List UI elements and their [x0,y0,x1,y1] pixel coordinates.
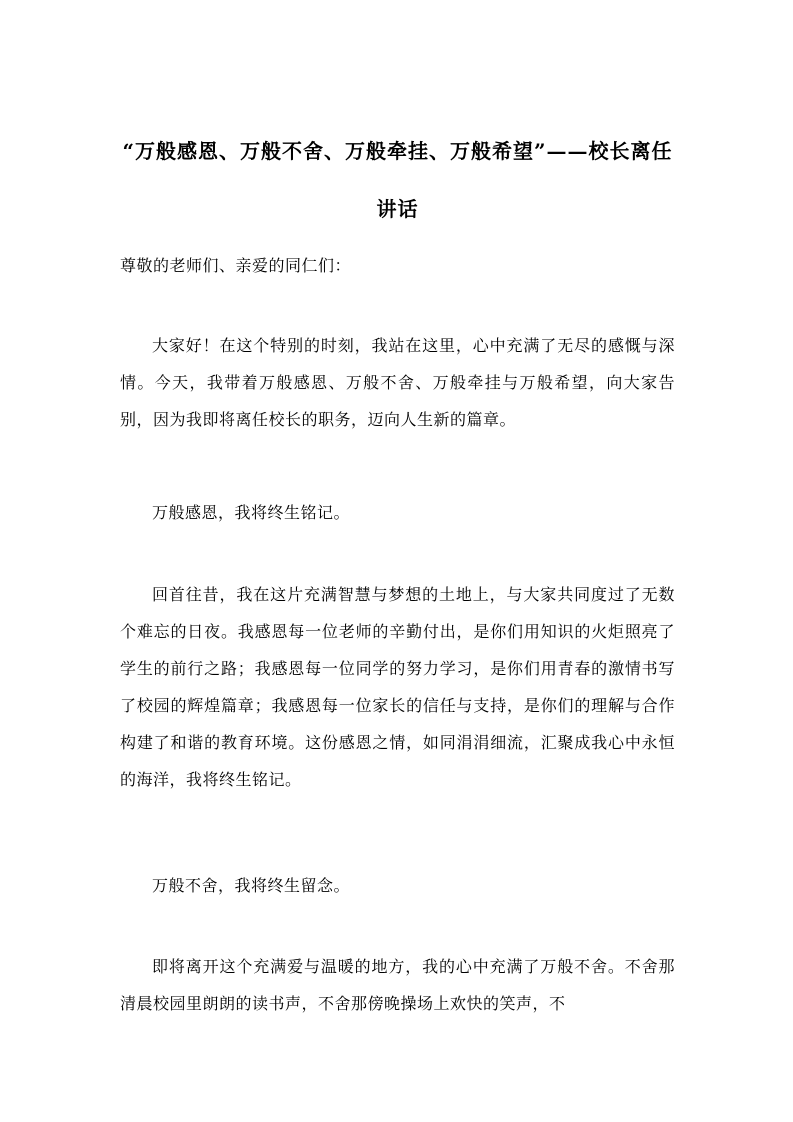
document-title: “万般感恩、万般不舍、万般牵挂、万般希望”——校长离任讲话 [122,139,673,221]
paragraph-gratitude-heading: 万般感恩，我将终生铭记。 [152,503,351,522]
paragraph-reluctance-heading: 万般不舍，我将终生留念。 [152,876,351,895]
paragraph-gratitude-body: 回首往昔，我在这片充满智慧与梦想的土地上，与大家共同度过了无数个难忘的日夜。我感恩每一位老师的辛勤付出，是你们用知识的火炬照亮了学生的前行之路；我感恩每一位同学的努力学习，是你们用青春的激情书写了校园的辉煌篇章；我感恩每一位家长的信任与支持，是你们的理解与合作构建了和谐的教育环境。这份感恩之情，如同涓涓细流，汇聚成我心中永恒的海洋，我将终生铭记。 [120,585,675,789]
paragraph-greeting: 大家好！在这个特别的时刻，我站在这里，心中充满了无尽的感慨与深情。今天，我带着万般感恩、万般不舍、万般牵挂与万般希望，向大家告别，因为我即将离任校长的职务，迈向人生新的篇章。 [120,336,675,429]
paragraph-reluctance-body: 即将离开这个充满爱与温暖的地方，我的心中充满了万般不舍。不舍那清晨校园里朗朗的读书声，不舍那傍晚操场上欢快的笑声，不 [120,957,675,1013]
salutation: 尊敬的老师们、亲爱的同仁们： [120,256,352,275]
